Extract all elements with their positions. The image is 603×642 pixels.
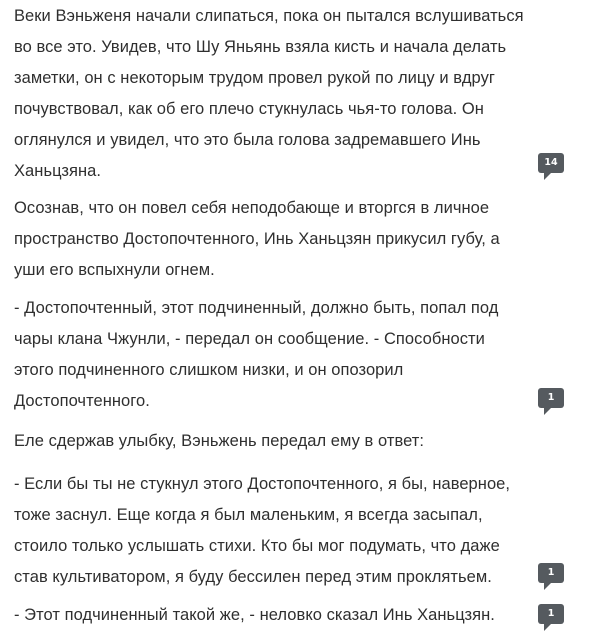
text-line: тоже заснул. Еще когда я был маленьким, я всегда засыпал, <box>14 506 483 524</box>
text-line: уши его вспыхнули огнем. <box>14 261 215 279</box>
paragraph-6 <box>14 600 534 631</box>
text-line: пространство Достопочтенного, Инь Ханьцзян прикусил губу, а <box>14 230 500 248</box>
text-line: Достопочтенного. <box>14 392 150 410</box>
text-line: - Достопочтенный, этот подчиненный, должно быть, попал под <box>14 299 499 317</box>
text-line: почувствовал, как об его плечо стукнулась чья-то голова. Он <box>14 100 484 118</box>
text-line: во все это. Увидев, что Шу Яньянь взяла кисть и начала делать <box>14 38 507 56</box>
text-line: заметки, он с некоторым трудом провел рукой по лицу и вдруг <box>14 69 495 87</box>
text-line: этого подчиненного слишком низки, и он опозорил <box>14 361 404 379</box>
text-line: Ханьцзяна. <box>14 162 102 180</box>
text-line: - Если бы ты не стукнул этого Достопочтенного, я бы, наверное, <box>14 475 511 493</box>
text-line: Веки Вэньженя начали слипаться, пока он пытался вслушиваться <box>14 7 524 25</box>
text-line: стоило только услышать стихи. Кто бы мог подумать, что даже <box>14 537 500 555</box>
paragraph-5 <box>14 469 534 593</box>
text-line: чары клана Чжунли, - передал он сообщение. - Способности <box>14 330 485 348</box>
text-line: став культиватором, я буду бессилен перед этим проклятьем. <box>14 568 492 586</box>
text-line: - Этот подчиненный такой же, - неловко сказал Инь Ханьцзян. <box>14 606 495 624</box>
comment-count-badge[interactable]: 1 <box>538 604 564 624</box>
comment-count-badge[interactable]: 1 <box>538 563 564 583</box>
text-line: Еле сдержав улыбку, Вэньжень передал ему в ответ: <box>14 432 425 450</box>
text-line: Осознав, что он повел себя неподобающе и вторгся в личное <box>14 199 490 217</box>
comment-count-badge[interactable]: 1 <box>538 388 564 408</box>
paragraph-4 <box>14 426 534 457</box>
paragraph-1 <box>14 1 534 187</box>
paragraph-3 <box>14 293 534 417</box>
comment-count-badge[interactable]: 14 <box>538 153 564 173</box>
text-line: оглянулся и увидел, что это была голова задремавшего Инь <box>14 131 481 149</box>
paragraph-2 <box>14 193 534 286</box>
